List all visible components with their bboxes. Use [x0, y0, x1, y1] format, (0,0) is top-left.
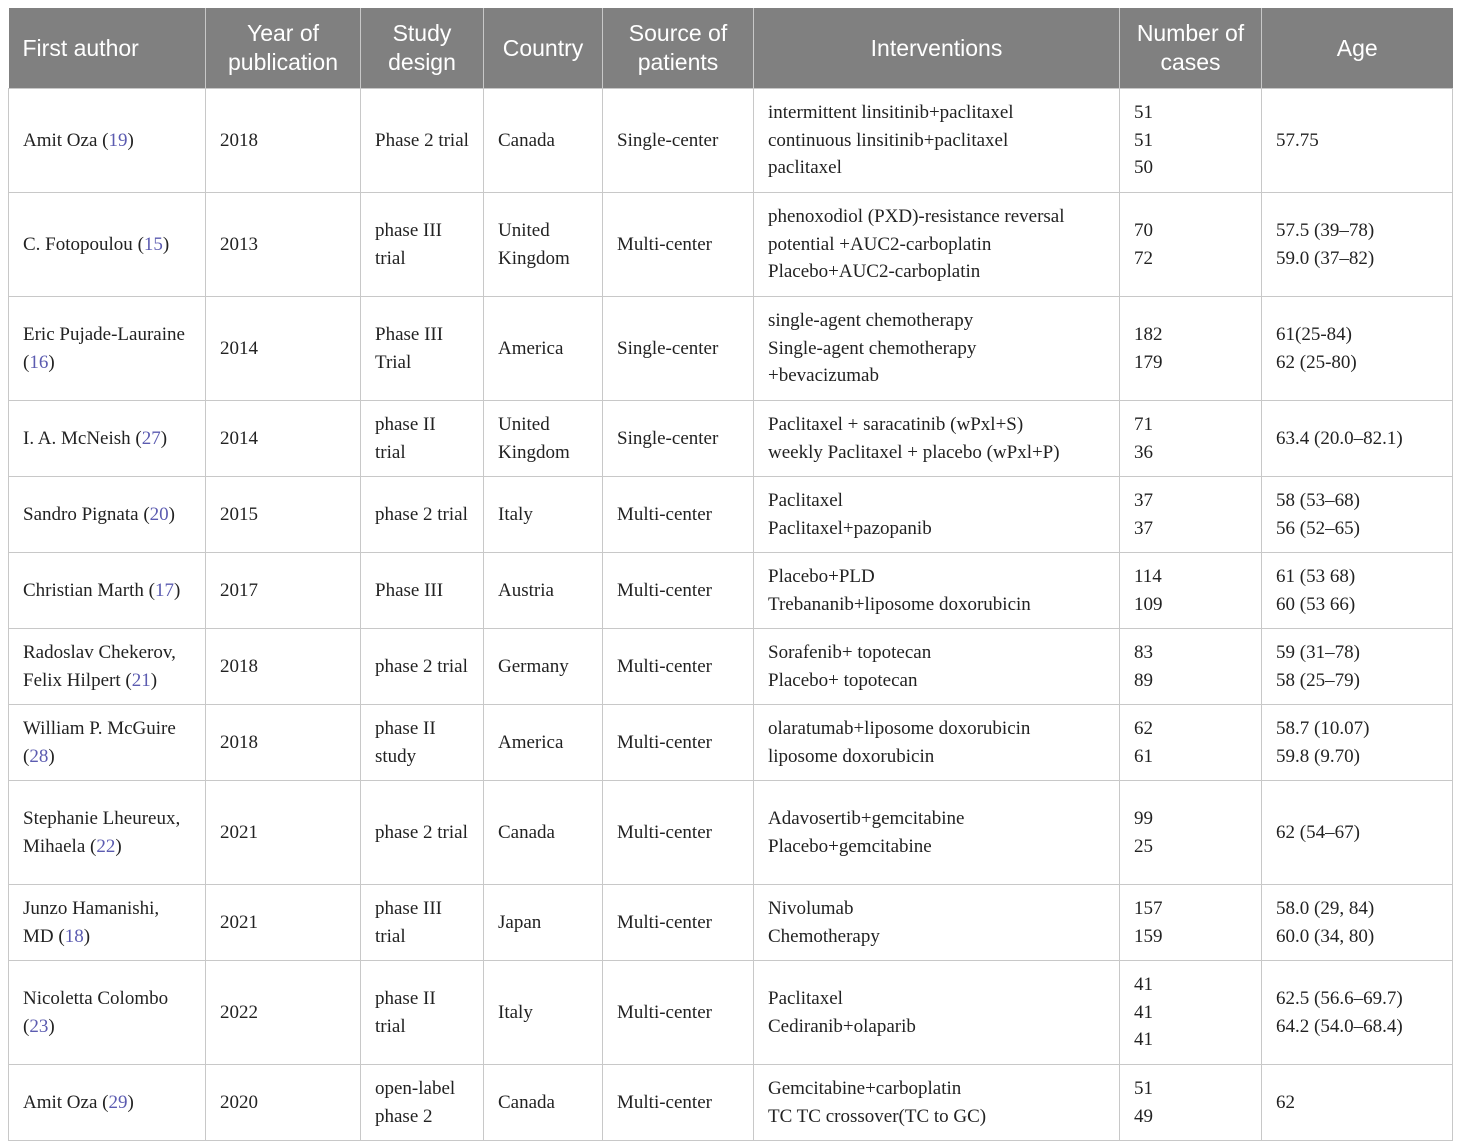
- cell-country: Japan: [484, 885, 603, 961]
- cell-study-design: phase 2 trial: [361, 629, 484, 705]
- cell-first-author: Radoslav Chekerov, Felix Hilpert (21): [9, 629, 206, 705]
- reference-link[interactable]: 15: [143, 233, 163, 255]
- cell-country: Germany: [484, 629, 603, 705]
- author-name: Eric Pujade-Lauraine: [23, 324, 185, 345]
- author-name: Stephanie Lheureux, Mihaela: [23, 808, 181, 857]
- cell-interventions: [754, 553, 1120, 629]
- age-line: 58.7 (10.07): [1276, 718, 1370, 739]
- table-row: [9, 1065, 1453, 1141]
- table-row: [9, 961, 1453, 1065]
- cell-number-of-cases: [1120, 781, 1262, 885]
- cases-line: 51: [1134, 1078, 1153, 1099]
- interventions-line: Nivolumab: [768, 898, 854, 919]
- cell-study-design: Phase 2 trial: [361, 89, 484, 193]
- reference-link[interactable]: 19: [108, 129, 128, 151]
- cases-line: 157: [1134, 898, 1163, 919]
- author-name: Sandro Pignata: [23, 503, 139, 525]
- interventions-line: Single-agent chemotherapy: [768, 337, 977, 359]
- table-row: [9, 401, 1453, 477]
- age-line: 58 (25–79): [1276, 669, 1360, 691]
- cell-country: America: [484, 297, 603, 401]
- age-line: 57.5 (39–78): [1276, 220, 1375, 241]
- header-number-of-cases: Number of cases: [1120, 8, 1262, 89]
- interventions-line: single-agent chemotherapy: [768, 310, 974, 332]
- interventions-line: potential +AUC2-carboplatin: [768, 233, 992, 255]
- cell-source: Single-center: [603, 89, 754, 193]
- reference-link[interactable]: 28: [29, 745, 49, 767]
- cell-number-of-cases: [1120, 401, 1262, 477]
- cell-interventions: [754, 89, 1120, 193]
- header-interventions: Interventions: [754, 8, 1120, 89]
- author-name: Nicoletta Colombo: [23, 988, 169, 1009]
- studies-table: [8, 8, 1453, 1141]
- cases-line: 37: [1134, 490, 1153, 511]
- header-first-author: First author: [9, 8, 206, 89]
- cell-year: 2015: [206, 477, 361, 553]
- header-year: Year of publication: [206, 8, 361, 89]
- author-name: William P. McGuire: [23, 718, 176, 739]
- cases-line: 159: [1134, 925, 1163, 947]
- interventions-line: Gemcitabine+carboplatin: [768, 1078, 962, 1099]
- age-line: 60 (53 66): [1276, 593, 1356, 615]
- age-line: 56 (52–65): [1276, 517, 1360, 539]
- table-row: [9, 629, 1453, 705]
- age-line: 59.8 (9.70): [1276, 745, 1360, 767]
- cell-study-design: phase 2 trial: [361, 781, 484, 885]
- cell-year: 2021: [206, 781, 361, 885]
- author-name: C. Fotopoulou: [23, 233, 133, 255]
- cell-number-of-cases: [1120, 89, 1262, 193]
- cell-first-author: Junzo Hamanishi, MD (18): [9, 885, 206, 961]
- author-name: I. A. McNeish: [23, 427, 131, 449]
- cell-year: 2022: [206, 961, 361, 1065]
- cell-interventions: [754, 297, 1120, 401]
- age-line: 61(25-84): [1276, 324, 1352, 345]
- table-row: [9, 705, 1453, 781]
- table-row: [9, 297, 1453, 401]
- cell-number-of-cases: [1120, 629, 1262, 705]
- reference-link[interactable]: 20: [149, 503, 169, 525]
- cell-country: Canada: [484, 781, 603, 885]
- interventions-line: intermittent linsitinib+paclitaxel: [768, 102, 1014, 124]
- age-line: 62 (54–67): [1276, 821, 1360, 843]
- cell-first-author: I. A. McNeish (27): [9, 401, 206, 477]
- age-line: 59 (31–78): [1276, 642, 1360, 663]
- reference-link[interactable]: 29: [108, 1091, 128, 1113]
- reference-link[interactable]: 27: [141, 427, 161, 449]
- cell-age: [1262, 297, 1453, 401]
- cell-first-author: C. Fotopoulou (15): [9, 193, 206, 297]
- age-line: 61 (53 68): [1276, 566, 1356, 587]
- interventions-line: Adavosertib+gemcitabine: [768, 808, 965, 829]
- cell-first-author: Nicoletta Colombo (23): [9, 961, 206, 1065]
- cell-age: [1262, 961, 1453, 1065]
- age-line: 59.0 (37–82): [1276, 247, 1375, 269]
- cell-year: 2021: [206, 885, 361, 961]
- cell-interventions: [754, 629, 1120, 705]
- cell-study-design: phase II trial: [361, 961, 484, 1065]
- cell-age: [1262, 705, 1453, 781]
- cell-interventions: [754, 1065, 1120, 1141]
- interventions-line: Paclitaxel: [768, 490, 843, 511]
- interventions-line: liposome doxorubicin: [768, 745, 935, 767]
- cell-first-author: William P. McGuire (28): [9, 705, 206, 781]
- cell-age: [1262, 477, 1453, 553]
- cases-line: 179: [1134, 351, 1163, 373]
- cell-number-of-cases: [1120, 885, 1262, 961]
- header-study-design: Study design: [361, 8, 484, 89]
- cell-age: [1262, 89, 1453, 193]
- cell-first-author: Amit Oza (19): [9, 89, 206, 193]
- cell-interventions: [754, 781, 1120, 885]
- cell-year: 2018: [206, 705, 361, 781]
- interventions-line: Paclitaxel: [768, 988, 843, 1009]
- cases-line: 62: [1134, 718, 1153, 739]
- cell-year: 2014: [206, 297, 361, 401]
- cell-interventions: [754, 961, 1120, 1065]
- interventions-line: continuous linsitinib+paclitaxel: [768, 129, 1009, 151]
- cell-source: Multi-center: [603, 553, 754, 629]
- cell-source: Multi-center: [603, 193, 754, 297]
- cases-line: 36: [1134, 441, 1153, 463]
- cases-line: 25: [1134, 835, 1153, 857]
- age-line: 62 (25-80): [1276, 351, 1357, 373]
- cell-study-design: phase II study: [361, 705, 484, 781]
- cell-study-design: Phase III Trial: [361, 297, 484, 401]
- cell-age: [1262, 781, 1453, 885]
- cases-line: 37: [1134, 517, 1153, 539]
- cases-line: 41: [1134, 1029, 1153, 1051]
- author-name: Radoslav Chekerov, Felix Hilpert: [23, 642, 176, 691]
- cases-line: 83: [1134, 642, 1153, 663]
- cases-line: 114: [1134, 566, 1162, 587]
- cases-line: 50: [1134, 157, 1153, 179]
- cell-country: United Kingdom: [484, 193, 603, 297]
- interventions-line: Paclitaxel+pazopanib: [768, 517, 932, 539]
- cell-country: Canada: [484, 89, 603, 193]
- header-source: Source of patients: [603, 8, 754, 89]
- header-country: Country: [484, 8, 603, 89]
- cell-age: [1262, 1065, 1453, 1141]
- cases-line: 49: [1134, 1105, 1153, 1127]
- cell-number-of-cases: [1120, 705, 1262, 781]
- reference-link[interactable]: 22: [96, 835, 116, 857]
- author-name: Amit Oza: [23, 1091, 98, 1113]
- reference-link[interactable]: 21: [131, 669, 151, 691]
- age-line: 63.4 (20.0–82.1): [1276, 427, 1403, 449]
- author-name: Amit Oza: [23, 129, 98, 151]
- interventions-line: TC TC crossover(TC to GC): [768, 1105, 987, 1127]
- reference-link[interactable]: 17: [154, 579, 174, 601]
- cases-line: 41: [1134, 1001, 1153, 1023]
- interventions-line: paclitaxel: [768, 157, 842, 179]
- age-line: 60.0 (34, 80): [1276, 925, 1375, 947]
- table-row: [9, 477, 1453, 553]
- cell-study-design: Phase III: [361, 553, 484, 629]
- interventions-line: Trebananib+liposome doxorubicin: [768, 593, 1031, 615]
- cell-first-author: Stephanie Lheureux, Mihaela (22): [9, 781, 206, 885]
- cell-interventions: [754, 193, 1120, 297]
- table-body: [9, 89, 1453, 1141]
- reference-link[interactable]: 16: [29, 351, 49, 373]
- cell-interventions: [754, 885, 1120, 961]
- cell-number-of-cases: [1120, 961, 1262, 1065]
- cell-source: Multi-center: [603, 961, 754, 1065]
- header-age: Age: [1262, 8, 1453, 89]
- cell-age: [1262, 553, 1453, 629]
- cell-age: [1262, 885, 1453, 961]
- cell-country: Canada: [484, 1065, 603, 1141]
- cell-study-design: open-label phase 2: [361, 1065, 484, 1141]
- interventions-line: Placebo+ topotecan: [768, 669, 918, 691]
- cell-source: Single-center: [603, 297, 754, 401]
- interventions-line: Paclitaxel + saracatinib (wPxl+S): [768, 414, 1024, 435]
- cell-year: 2014: [206, 401, 361, 477]
- cell-country: Italy: [484, 477, 603, 553]
- cell-age: [1262, 401, 1453, 477]
- cell-source: Multi-center: [603, 781, 754, 885]
- cell-country: Italy: [484, 961, 603, 1065]
- cell-first-author: Amit Oza (29): [9, 1065, 206, 1141]
- cell-first-author: Christian Marth (17): [9, 553, 206, 629]
- cell-source: Multi-center: [603, 885, 754, 961]
- cases-line: 70: [1134, 220, 1153, 241]
- cell-year: 2018: [206, 89, 361, 193]
- header-row: [9, 8, 1453, 89]
- interventions-line: weekly Paclitaxel + placebo (wPxl+P): [768, 441, 1060, 463]
- cell-number-of-cases: [1120, 477, 1262, 553]
- reference-link[interactable]: 18: [64, 925, 84, 947]
- cases-line: 41: [1134, 974, 1153, 996]
- interventions-line: Chemotherapy: [768, 925, 880, 947]
- interventions-line: +bevacizumab: [768, 365, 879, 387]
- cell-interventions: [754, 401, 1120, 477]
- cell-interventions: [754, 705, 1120, 781]
- cell-interventions: [754, 477, 1120, 553]
- cases-line: 99: [1134, 808, 1153, 829]
- cell-number-of-cases: [1120, 1065, 1262, 1141]
- cell-study-design: phase III trial: [361, 193, 484, 297]
- age-line: 62.5 (56.6–69.7): [1276, 988, 1403, 1009]
- cell-number-of-cases: [1120, 297, 1262, 401]
- author-name: Junzo Hamanishi, MD: [23, 898, 160, 947]
- cell-source: Multi-center: [603, 629, 754, 705]
- interventions-line: Placebo+PLD: [768, 566, 875, 587]
- age-line: 62: [1276, 1091, 1295, 1113]
- table-row: [9, 553, 1453, 629]
- cases-line: 51: [1134, 129, 1153, 151]
- cell-country: America: [484, 705, 603, 781]
- cell-number-of-cases: [1120, 193, 1262, 297]
- interventions-line: Placebo+gemcitabine: [768, 835, 932, 857]
- cell-study-design: phase II trial: [361, 401, 484, 477]
- table-row: [9, 885, 1453, 961]
- cell-source: Multi-center: [603, 477, 754, 553]
- cases-line: 71: [1134, 414, 1153, 435]
- interventions-line: Cediranib+olaparib: [768, 1015, 916, 1037]
- cases-line: 61: [1134, 745, 1153, 767]
- cell-source: Single-center: [603, 401, 754, 477]
- interventions-line: phenoxodiol (PXD)-resistance reversal: [768, 206, 1065, 228]
- cell-year: 2013: [206, 193, 361, 297]
- cell-country: United Kingdom: [484, 401, 603, 477]
- table-row: [9, 89, 1453, 193]
- reference-link[interactable]: 23: [29, 1015, 49, 1037]
- cases-line: 109: [1134, 593, 1163, 615]
- cell-number-of-cases: [1120, 553, 1262, 629]
- cell-study-design: phase 2 trial: [361, 477, 484, 553]
- cell-source: Multi-center: [603, 705, 754, 781]
- cell-first-author: Sandro Pignata (20): [9, 477, 206, 553]
- interventions-line: olaratumab+liposome doxorubicin: [768, 718, 1031, 739]
- cell-first-author: Eric Pujade-Lauraine (16): [9, 297, 206, 401]
- age-line: 58.0 (29, 84): [1276, 898, 1375, 919]
- cell-country: Austria: [484, 553, 603, 629]
- table-row: [9, 193, 1453, 297]
- cell-year: 2020: [206, 1065, 361, 1141]
- cell-year: 2018: [206, 629, 361, 705]
- cases-line: 51: [1134, 102, 1153, 124]
- cell-age: [1262, 193, 1453, 297]
- cell-age: [1262, 629, 1453, 705]
- age-line: 58 (53–68): [1276, 490, 1360, 511]
- interventions-line: Sorafenib+ topotecan: [768, 642, 932, 663]
- table-row: [9, 781, 1453, 885]
- age-line: 64.2 (54.0–68.4): [1276, 1015, 1403, 1037]
- cases-line: 182: [1134, 324, 1163, 345]
- cell-year: 2017: [206, 553, 361, 629]
- cell-source: Multi-center: [603, 1065, 754, 1141]
- author-name: Christian Marth: [23, 579, 144, 601]
- cell-study-design: phase III trial: [361, 885, 484, 961]
- interventions-line: Placebo+AUC2-carboplatin: [768, 261, 981, 283]
- cases-line: 72: [1134, 247, 1153, 269]
- age-line: 57.75: [1276, 129, 1319, 151]
- cases-line: 89: [1134, 669, 1153, 691]
